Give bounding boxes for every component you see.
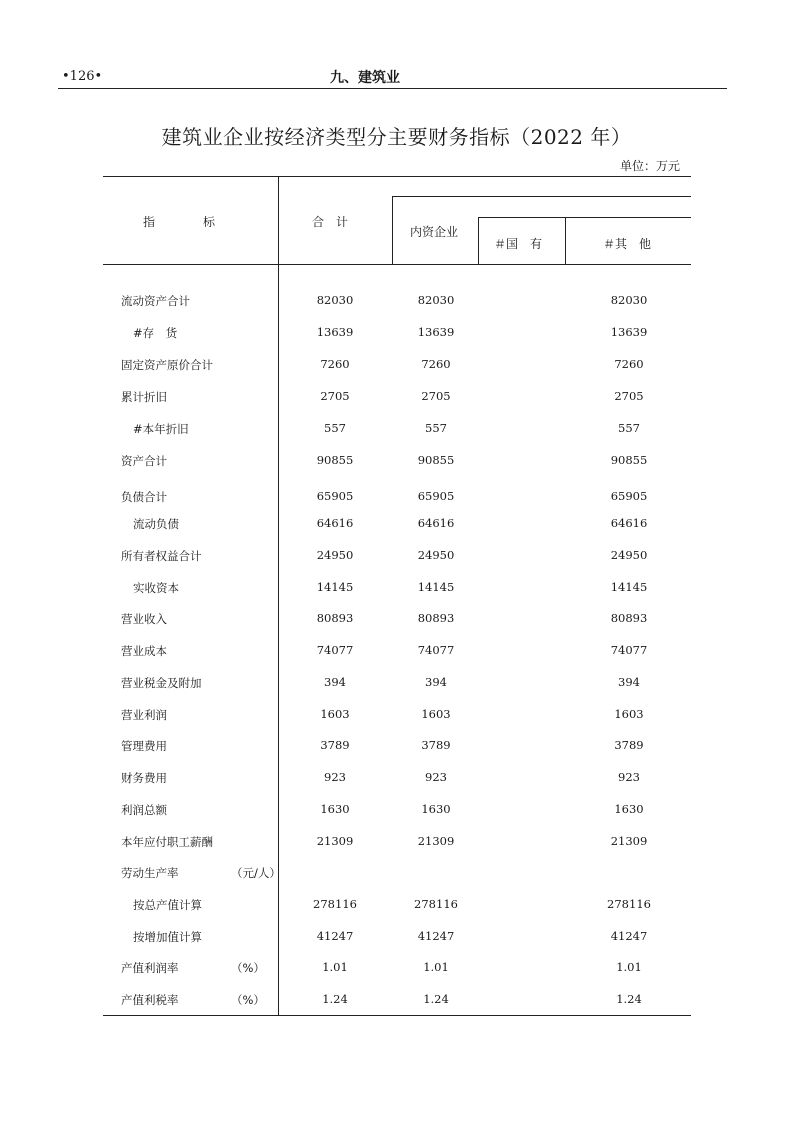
domestic-group-rule	[392, 196, 691, 197]
header-bottom-rule	[103, 264, 691, 265]
cell-total: 1.01	[322, 960, 348, 974]
column-header-state: ＃国 有	[494, 237, 543, 251]
table-bottom-rule	[103, 1015, 691, 1016]
table-row	[0, 865, 793, 885]
cell-total: 41247	[316, 929, 354, 943]
cell-domestic: 14145	[417, 580, 455, 594]
cell-domestic: 24950	[417, 548, 455, 562]
cell-total: 65905	[316, 489, 354, 503]
cell-total: 80893	[316, 611, 354, 625]
cell-other: 65905	[610, 489, 648, 503]
cell-other: 1.24	[616, 992, 642, 1006]
cell-total: 24950	[316, 548, 354, 562]
table-row	[0, 389, 793, 409]
cell-total: 557	[324, 421, 346, 435]
cell-total: 394	[324, 675, 346, 689]
table-row	[0, 643, 793, 663]
row-unit: （%）	[231, 961, 265, 975]
row-label: 利润总额	[121, 803, 167, 817]
row-label: #存 货	[133, 326, 178, 340]
table-row	[0, 992, 793, 1012]
row-label: 流动资产合计	[121, 294, 190, 308]
row-label: 劳动生产率	[121, 866, 179, 880]
cell-total: 923	[324, 770, 346, 784]
cell-domestic: 557	[425, 421, 447, 435]
row-label: 固定资产原价合计	[121, 358, 213, 372]
cell-other: 394	[618, 675, 640, 689]
cell-other: 2705	[614, 389, 644, 403]
table-row	[0, 611, 793, 631]
cell-total: 82030	[316, 293, 354, 307]
unit-label: 单位：万元	[620, 159, 681, 173]
table-row	[0, 325, 793, 345]
cell-other: 13639	[610, 325, 648, 339]
cell-total: 3789	[320, 738, 350, 752]
table-row	[0, 675, 793, 695]
cell-domestic: 13639	[417, 325, 455, 339]
cell-other: 21309	[610, 834, 648, 848]
cell-total: 21309	[316, 834, 354, 848]
table-row	[0, 421, 793, 441]
row-label: 按增加值计算	[133, 930, 202, 944]
cell-other: 557	[618, 421, 640, 435]
row-label: 按总产值计算	[133, 898, 202, 912]
row-label: 流动负债	[133, 517, 179, 531]
table-row	[0, 580, 793, 600]
cell-total: 13639	[316, 325, 354, 339]
row-label: 营业利润	[121, 708, 167, 722]
cell-domestic: 65905	[417, 489, 455, 503]
table-row	[0, 707, 793, 727]
cell-other: 923	[618, 770, 640, 784]
cell-total: 7260	[320, 357, 350, 371]
cell-total: 90855	[316, 453, 354, 467]
cell-other: 80893	[610, 611, 648, 625]
table-top-rule	[103, 176, 691, 177]
cell-domestic: 64616	[417, 516, 455, 530]
cell-domestic: 2705	[421, 389, 451, 403]
row-label: #本年折旧	[133, 422, 189, 436]
table-row	[0, 834, 793, 854]
row-label: 营业成本	[121, 644, 167, 658]
cell-domestic: 394	[425, 675, 447, 689]
cell-other: 41247	[610, 929, 648, 943]
row-label: 产值利润率	[121, 961, 179, 975]
table-row	[0, 802, 793, 822]
cell-other: 82030	[610, 293, 648, 307]
table-row	[0, 929, 793, 949]
cell-other: 1603	[614, 707, 644, 721]
column-header-total: 合 计	[312, 215, 349, 229]
header-rule	[58, 88, 727, 89]
column-header-other: ＃其 他	[603, 237, 652, 251]
cell-other: 74077	[610, 643, 648, 657]
cell-total: 1603	[320, 707, 350, 721]
cell-domestic: 1.24	[423, 992, 449, 1006]
row-label: 营业税金及附加	[121, 676, 202, 690]
row-label: 累计折旧	[121, 390, 167, 404]
column-header-domestic: 内资企业	[410, 225, 459, 239]
cell-other: 90855	[610, 453, 648, 467]
table-row	[0, 516, 793, 536]
row-label: 所有者权益合计	[121, 549, 202, 563]
cell-domestic: 3789	[421, 738, 451, 752]
total-column-divider	[392, 196, 393, 264]
table-row	[0, 293, 793, 313]
table-row	[0, 897, 793, 917]
table-row	[0, 548, 793, 568]
cell-domestic: 80893	[417, 611, 455, 625]
row-label: 财务费用	[121, 771, 167, 785]
cell-domestic: 1.01	[423, 960, 449, 974]
cell-total: 64616	[316, 516, 354, 530]
cell-total: 2705	[320, 389, 350, 403]
domestic-column-divider	[478, 217, 479, 264]
cell-domestic: 7260	[421, 357, 451, 371]
subcolumn-rule	[478, 217, 691, 218]
cell-domestic: 41247	[417, 929, 455, 943]
cell-total: 278116	[313, 897, 357, 911]
state-column-divider	[565, 217, 566, 264]
cell-total: 1.24	[322, 992, 348, 1006]
cell-other: 14145	[610, 580, 648, 594]
cell-other: 1.01	[616, 960, 642, 974]
table-row	[0, 489, 793, 509]
cell-domestic: 82030	[417, 293, 455, 307]
cell-other: 3789	[614, 738, 644, 752]
section-title: 九、建筑业	[330, 70, 400, 86]
cell-domestic: 923	[425, 770, 447, 784]
table-row	[0, 357, 793, 377]
cell-domestic: 74077	[417, 643, 455, 657]
table-title: 建筑业企业按经济类型分主要财务指标（2022 年）	[161, 125, 632, 149]
cell-total: 1630	[320, 802, 350, 816]
table-row	[0, 770, 793, 790]
row-label: 产值利税率	[121, 993, 179, 1007]
table-row	[0, 960, 793, 980]
cell-domestic: 1630	[421, 802, 451, 816]
cell-domestic: 1603	[421, 707, 451, 721]
cell-total: 74077	[316, 643, 354, 657]
cell-domestic: 278116	[414, 897, 458, 911]
row-unit: （%）	[231, 993, 265, 1007]
table-row	[0, 453, 793, 473]
table-row	[0, 738, 793, 758]
cell-other: 1630	[614, 802, 644, 816]
row-label: 本年应付职工薪酬	[121, 835, 213, 849]
cell-other: 278116	[607, 897, 651, 911]
cell-other: 24950	[610, 548, 648, 562]
row-label: 负债合计	[121, 490, 167, 504]
row-unit: （元/人）	[231, 866, 281, 880]
cell-domestic: 21309	[417, 834, 455, 848]
cell-other: 64616	[610, 516, 648, 530]
cell-total: 14145	[316, 580, 354, 594]
cell-other: 7260	[614, 357, 644, 371]
page-number: •126•	[62, 69, 103, 84]
row-label: 资产合计	[121, 454, 167, 468]
cell-domestic: 90855	[417, 453, 455, 467]
row-label: 营业收入	[121, 612, 167, 626]
row-label: 管理费用	[121, 739, 167, 753]
row-label: 实收资本	[133, 581, 179, 595]
column-header-indicator: 指 标	[143, 215, 216, 229]
